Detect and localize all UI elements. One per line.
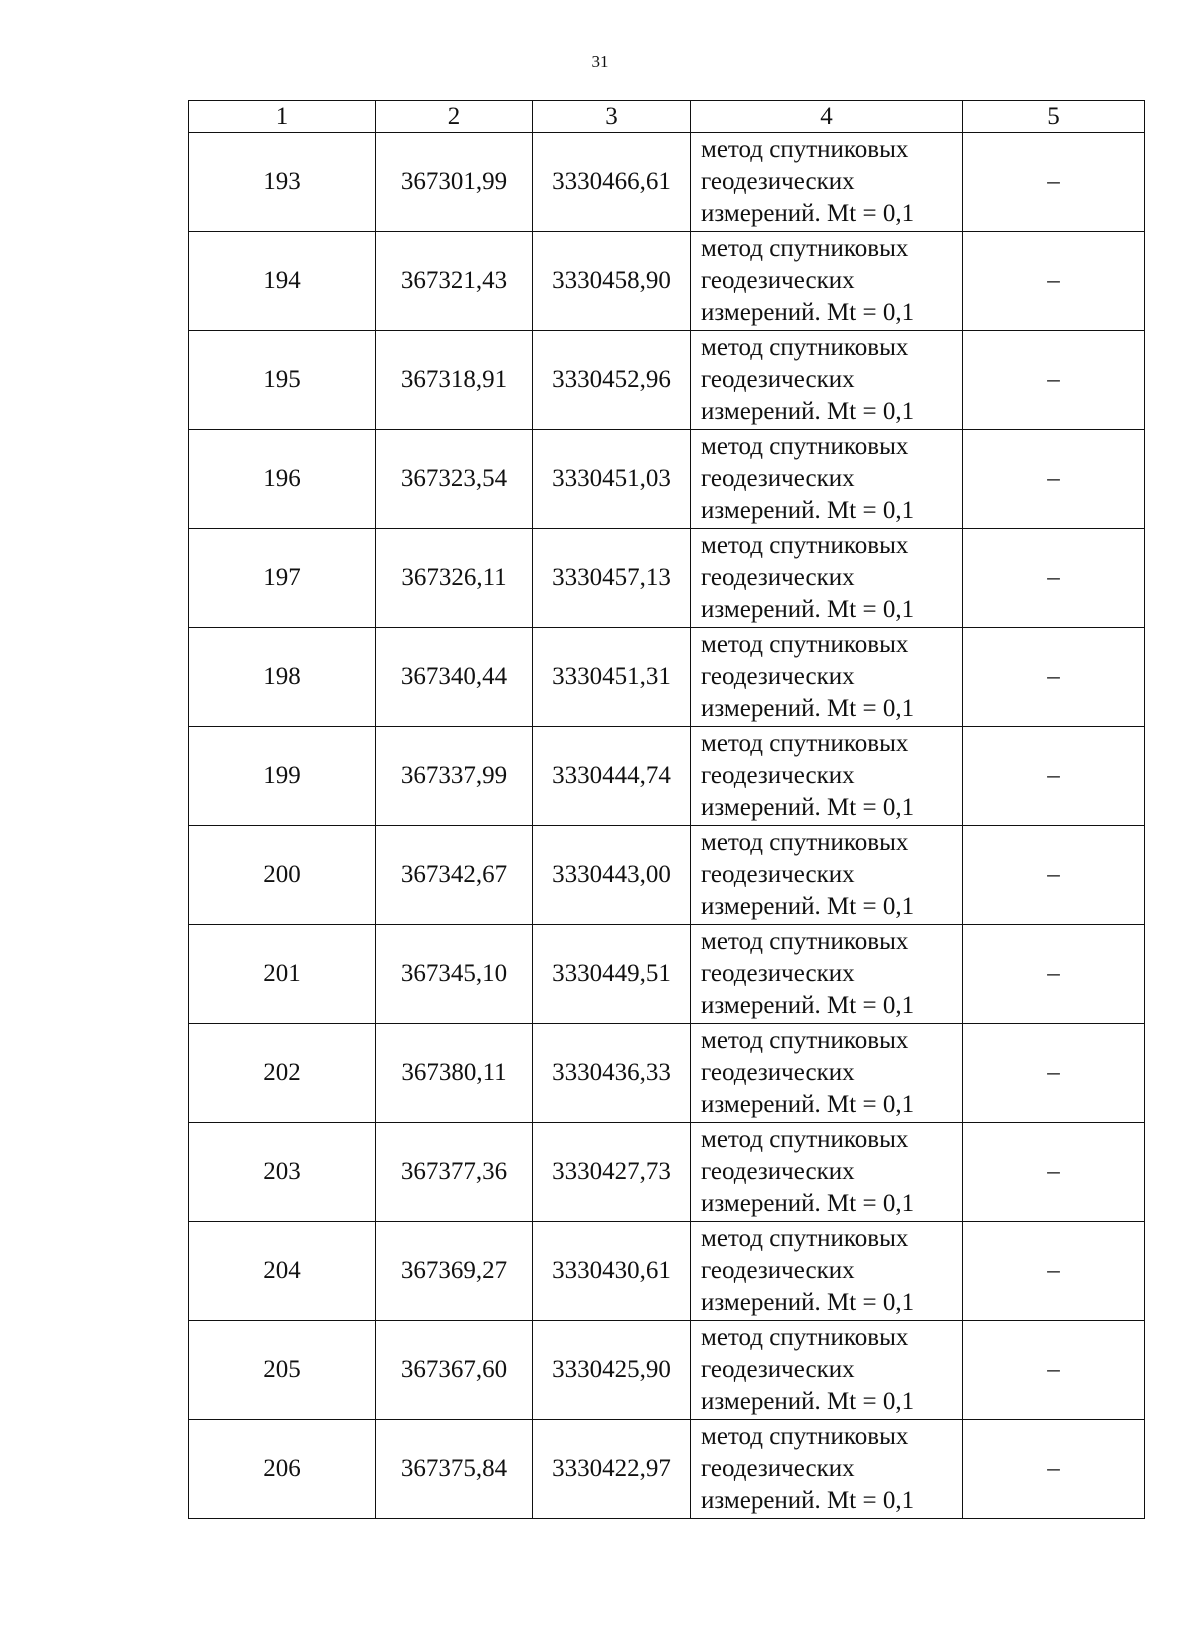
- method-line: измерений. Mt = 0,1: [701, 893, 915, 920]
- column-header-4: 4: [691, 101, 963, 133]
- method-cell: [691, 925, 963, 1024]
- y-coordinate-cell: 3330422,97: [533, 1420, 691, 1519]
- table-row: [189, 529, 1145, 628]
- description-cell: –: [963, 1222, 1145, 1321]
- column-header-3: 3: [533, 101, 691, 133]
- method-line: метод спутниковых: [701, 532, 909, 559]
- method-line: метод спутниковых: [701, 928, 909, 955]
- method-line: метод спутниковых: [701, 1027, 909, 1054]
- method-cell: [691, 133, 963, 232]
- method-line: геодезических: [701, 762, 855, 789]
- x-coordinate-cell: 367340,44: [376, 628, 533, 727]
- method-line: геодезических: [701, 1455, 855, 1482]
- method-cell: [691, 1024, 963, 1123]
- method-line: метод спутниковых: [701, 1324, 909, 1351]
- method-line: геодезических: [701, 861, 855, 888]
- description-cell: –: [963, 331, 1145, 430]
- description-cell: –: [963, 925, 1145, 1024]
- x-coordinate-cell: 367380,11: [376, 1024, 533, 1123]
- method-cell: [691, 1222, 963, 1321]
- point-number-cell: 206: [189, 1420, 376, 1519]
- x-coordinate-cell: 367337,99: [376, 727, 533, 826]
- table-header-row: [189, 101, 1145, 133]
- method-line: геодезических: [701, 663, 855, 690]
- table-row: [189, 1024, 1145, 1123]
- method-line: измерений. Mt = 0,1: [701, 794, 915, 821]
- x-coordinate-cell: 367377,36: [376, 1123, 533, 1222]
- method-line: геодезических: [701, 465, 855, 492]
- table-row: [189, 1123, 1145, 1222]
- y-coordinate-cell: 3330466,61: [533, 133, 691, 232]
- point-number-cell: 201: [189, 925, 376, 1024]
- y-coordinate-cell: 3330443,00: [533, 826, 691, 925]
- method-line: метод спутниковых: [701, 433, 909, 460]
- table-row: [189, 1222, 1145, 1321]
- y-coordinate-cell: 3330458,90: [533, 232, 691, 331]
- y-coordinate-cell: 3330451,31: [533, 628, 691, 727]
- description-cell: –: [963, 232, 1145, 331]
- method-line: геодезических: [701, 267, 855, 294]
- description-cell: –: [963, 1321, 1145, 1420]
- method-line: измерений. Mt = 0,1: [701, 695, 915, 722]
- method-line: метод спутниковых: [701, 235, 909, 262]
- column-header-2: 2: [376, 101, 533, 133]
- table-row: [189, 925, 1145, 1024]
- method-line: метод спутниковых: [701, 730, 909, 757]
- method-line: измерений. Mt = 0,1: [701, 1190, 915, 1217]
- y-coordinate-cell: 3330436,33: [533, 1024, 691, 1123]
- description-cell: –: [963, 727, 1145, 826]
- method-line: метод спутниковых: [701, 1126, 909, 1153]
- method-line: измерений. Mt = 0,1: [701, 1091, 915, 1118]
- method-line: измерений. Mt = 0,1: [701, 497, 915, 524]
- point-number-cell: 195: [189, 331, 376, 430]
- point-number-cell: 200: [189, 826, 376, 925]
- description-cell: –: [963, 1024, 1145, 1123]
- table-row: [189, 331, 1145, 430]
- method-line: измерений. Mt = 0,1: [701, 1487, 915, 1514]
- method-cell: [691, 826, 963, 925]
- table-row: [189, 133, 1145, 232]
- method-line: измерений. Mt = 0,1: [701, 1289, 915, 1316]
- method-line: геодезических: [701, 960, 855, 987]
- method-line: метод спутниковых: [701, 334, 909, 361]
- table-row: [189, 826, 1145, 925]
- point-number-cell: 196: [189, 430, 376, 529]
- description-cell: –: [963, 628, 1145, 727]
- point-number-cell: 194: [189, 232, 376, 331]
- y-coordinate-cell: 3330452,96: [533, 331, 691, 430]
- y-coordinate-cell: 3330449,51: [533, 925, 691, 1024]
- description-cell: –: [963, 1420, 1145, 1519]
- method-line: измерений. Mt = 0,1: [701, 200, 915, 227]
- method-line: метод спутниковых: [701, 829, 909, 856]
- point-number-cell: 205: [189, 1321, 376, 1420]
- method-line: геодезических: [701, 1257, 855, 1284]
- description-cell: –: [963, 826, 1145, 925]
- method-line: метод спутниковых: [701, 1423, 909, 1450]
- x-coordinate-cell: 367375,84: [376, 1420, 533, 1519]
- point-number-cell: 197: [189, 529, 376, 628]
- description-cell: –: [963, 529, 1145, 628]
- method-line: измерений. Mt = 0,1: [701, 1388, 915, 1415]
- point-number-cell: 202: [189, 1024, 376, 1123]
- method-line: метод спутниковых: [701, 631, 909, 658]
- method-cell: [691, 232, 963, 331]
- method-line: метод спутниковых: [701, 136, 909, 163]
- x-coordinate-cell: 367345,10: [376, 925, 533, 1024]
- table-body: [189, 133, 1145, 1519]
- x-coordinate-cell: 367342,67: [376, 826, 533, 925]
- method-line: метод спутниковых: [701, 1225, 909, 1252]
- table-row: [189, 232, 1145, 331]
- method-line: геодезических: [701, 564, 855, 591]
- point-number-cell: 193: [189, 133, 376, 232]
- column-header-1: 1: [189, 101, 376, 133]
- method-cell: [691, 628, 963, 727]
- method-line: геодезических: [701, 366, 855, 393]
- y-coordinate-cell: 3330430,61: [533, 1222, 691, 1321]
- y-coordinate-cell: 3330425,90: [533, 1321, 691, 1420]
- y-coordinate-cell: 3330444,74: [533, 727, 691, 826]
- method-cell: [691, 529, 963, 628]
- method-cell: [691, 1420, 963, 1519]
- method-line: измерений. Mt = 0,1: [701, 596, 915, 623]
- coordinates-table: [188, 100, 1145, 1519]
- description-cell: –: [963, 133, 1145, 232]
- method-cell: [691, 727, 963, 826]
- x-coordinate-cell: 367367,60: [376, 1321, 533, 1420]
- point-number-cell: 204: [189, 1222, 376, 1321]
- table-row: [189, 1420, 1145, 1519]
- x-coordinate-cell: 367326,11: [376, 529, 533, 628]
- table-row: [189, 1321, 1145, 1420]
- page-number: 31: [591, 52, 609, 71]
- method-line: геодезических: [701, 168, 855, 195]
- x-coordinate-cell: 367301,99: [376, 133, 533, 232]
- table-row: [189, 727, 1145, 826]
- method-cell: [691, 1123, 963, 1222]
- table-row: [189, 430, 1145, 529]
- y-coordinate-cell: 3330457,13: [533, 529, 691, 628]
- column-header-5: 5: [963, 101, 1145, 133]
- table-header: [189, 101, 1145, 133]
- method-line: геодезических: [701, 1356, 855, 1383]
- y-coordinate-cell: 3330427,73: [533, 1123, 691, 1222]
- method-line: измерений. Mt = 0,1: [701, 992, 915, 1019]
- x-coordinate-cell: 367318,91: [376, 331, 533, 430]
- y-coordinate-cell: 3330451,03: [533, 430, 691, 529]
- method-cell: [691, 1321, 963, 1420]
- method-line: геодезических: [701, 1059, 855, 1086]
- method-line: геодезических: [701, 1158, 855, 1185]
- x-coordinate-cell: 367321,43: [376, 232, 533, 331]
- method-line: измерений. Mt = 0,1: [701, 398, 915, 425]
- x-coordinate-cell: 367323,54: [376, 430, 533, 529]
- point-number-cell: 198: [189, 628, 376, 727]
- x-coordinate-cell: 367369,27: [376, 1222, 533, 1321]
- method-cell: [691, 331, 963, 430]
- description-cell: –: [963, 430, 1145, 529]
- method-line: измерений. Mt = 0,1: [701, 299, 915, 326]
- description-cell: –: [963, 1123, 1145, 1222]
- table-row: [189, 628, 1145, 727]
- point-number-cell: 199: [189, 727, 376, 826]
- point-number-cell: 203: [189, 1123, 376, 1222]
- method-cell: [691, 430, 963, 529]
